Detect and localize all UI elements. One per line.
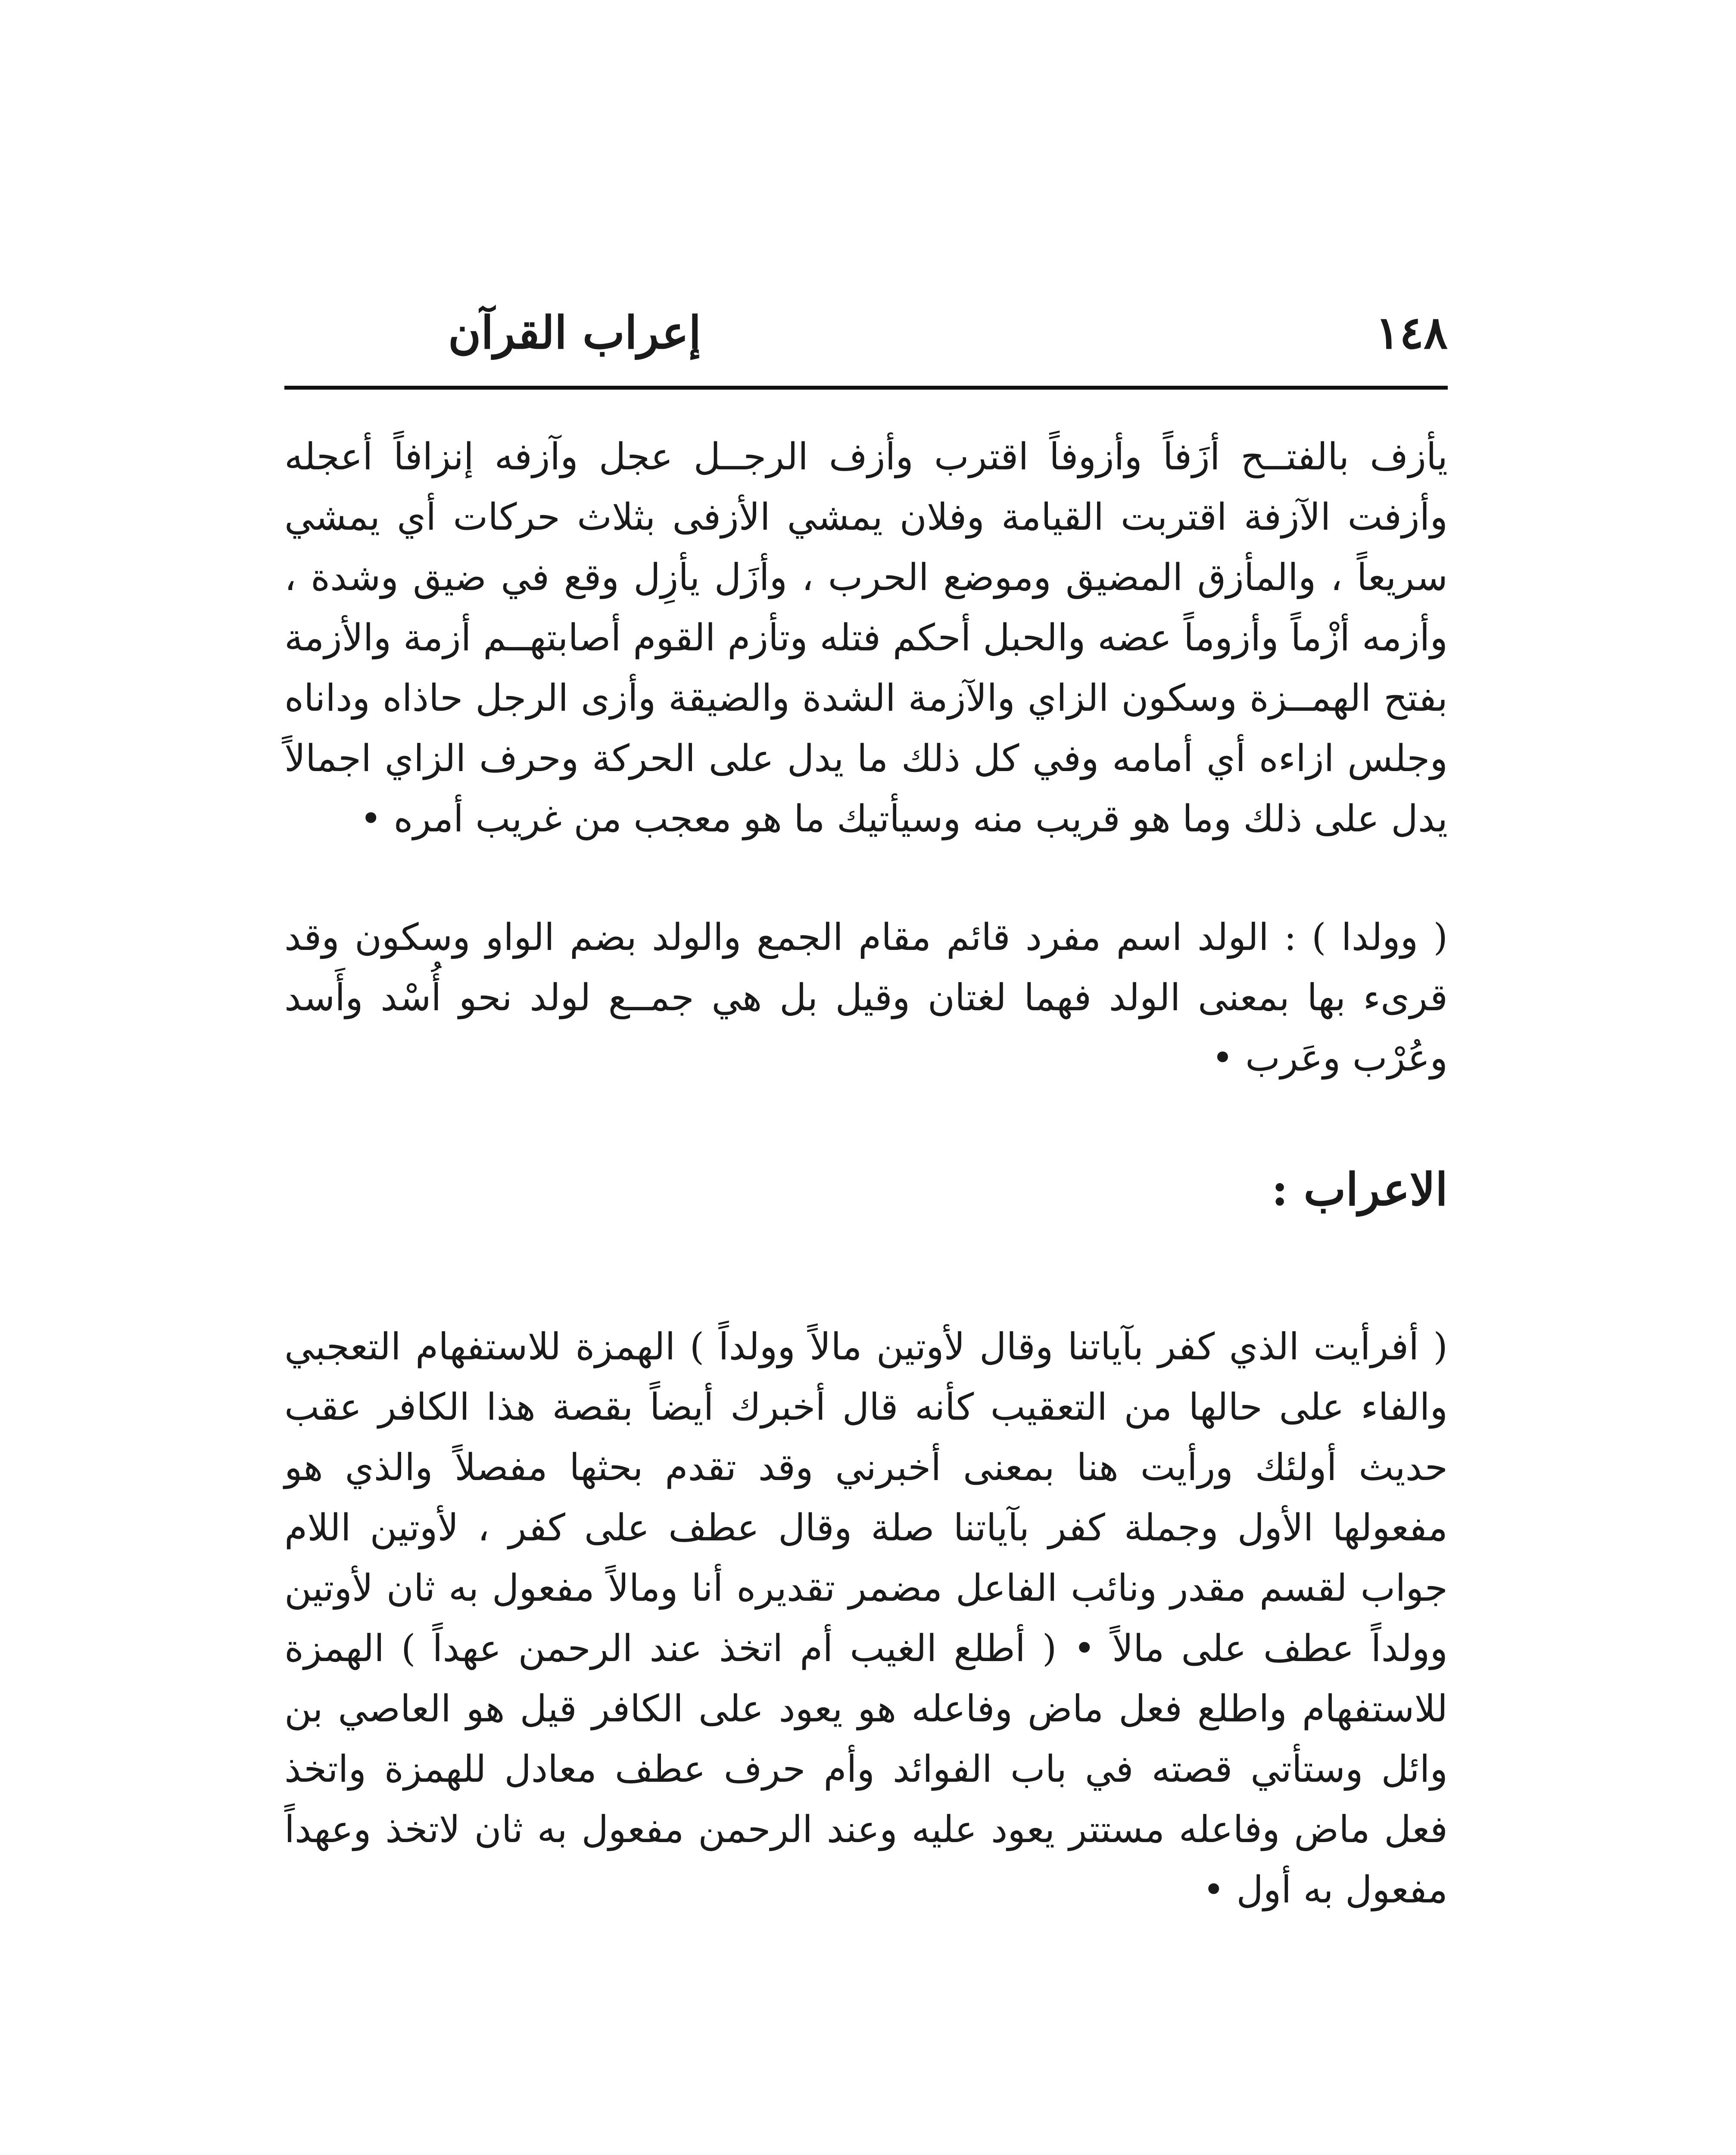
paragraph-walad: ( وولدا ) : الولد اسم مفرد قائم مقام الجمع والولد بضم الواو وسكون وقد قرىء بها بمعنى الولد فهما لغتان وقيل بل هي جمــع لولد نحو أُسْد وأَسد وعُرْب وعَرب • <box>284 916 1448 1080</box>
header-divider <box>284 386 1448 390</box>
page-body <box>284 427 1448 1920</box>
paragraph-irab: ( أفرأيت الذي كفر بآياتنا وقال لأوتين مالاً وولداً ) الهمزة للاستفهام التعجبي والفاء على حالها من التعقيب كأنه قال أخبرك أيضاً بقصة هذا الكافر عقب حديث أولئك ورأيت هنا بمعنى أخبرني وقد تقدم بحثها مفصلاً والذي هو مفعولها الأول وجملة كفر بآياتنا صلة وقال عطف على كفر ، لأوتين اللام جواب لقسم مقدر ونائب الفاعل مضمر تقديره أنا ومالاً مفعول به ثان لأوتين وولداً عطف على مالاً • ( أطلع الغيب أم اتخذ عند الرحمن عهداً ) الهمزة للاستفهام واطلع فعل ماض وفاعله هو يعود على الكافر قيل هو العاصي بن وائل وستأتي قصته في باب الفوائد وأم حرف عطف معادل للهمزة واتخذ فعل ماض وفاعله مستتر يعود عليه وعند الرحمن مفعول به ثان لاتخذ وعهداً مفعول به أول • <box>284 1325 1448 1911</box>
page-header <box>284 302 1448 375</box>
paragraph-etymology: يأزف بالفتــح أزَفاً وأزوفاً اقترب وأزف الرجــل عجل وآزفه إنزافاً أعجله وأزفت الآزفة اقتربت القيامة وفلان يمشي الأزفى بثلاث حركات أي يمشي سريعاً ، والمأزق المضيق وموضع الحرب ، وأزَل يأزِل وقع في ضيق وشدة ، وأزمه أزْماً وأزوماً عضه والحبل أحكم فتله وتأزم القوم أصابتهــم أزمة والأزمة بفتح الهمــزة وسكون الزاي والآزمة الشدة والضيقة وأزى الرجل حاذاه وداناه وجلس ازاءه أي أمامه وفي كل ذلك ما يدل على الحركة وحرف الزاي اجمالاً يدل على ذلك وما هو قريب منه وسيأتيك ما هو معجب من غريب أمره • <box>284 435 1448 840</box>
running-title: إعراب القرآن <box>448 306 701 359</box>
section-heading-irab: الاعراب : <box>1271 1163 1448 1216</box>
page-number: ١٤٨ <box>1375 306 1448 359</box>
